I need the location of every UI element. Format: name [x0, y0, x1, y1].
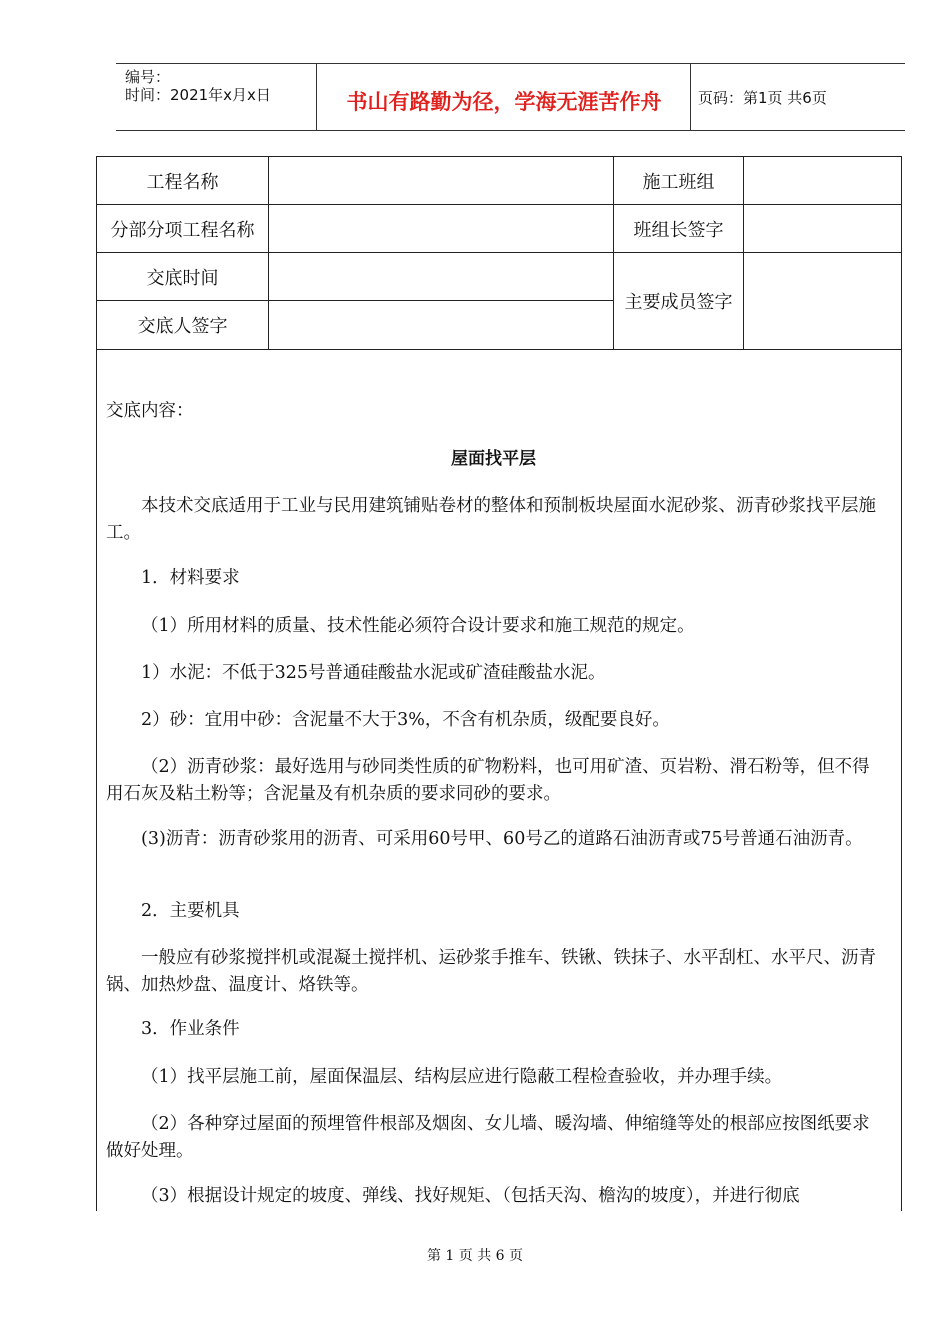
page-footer: 第 1 页 共 6 页: [426, 1248, 524, 1264]
project-name-label: 工程名称: [146, 171, 219, 193]
paragraph: 2）砂：宜用中砂：含泥量不大于3%，不含有机杂质，级配要良好。: [141, 710, 670, 730]
section-heading: 2．主要机具: [141, 901, 240, 921]
paragraph: (3)沥青：沥青砂浆用的沥青、可采用60号甲、60号乙的道路石油沥青或75号普通石油沥青。: [141, 829, 863, 849]
handover-time-label: 交底时间: [146, 267, 219, 289]
paragraph: 一般应有砂浆搅拌机或混凝土搅拌机、运砂浆手推车、铁锹、铁抹子、水平刮杠、水平尺、沥青锅、加热炒盘、温度计、烙铁等。: [106, 948, 876, 995]
content-title: 屋面找平层: [451, 449, 536, 469]
team-leader-sign-label: 班组长签字: [633, 219, 724, 241]
main-member-sign-label: 主要成员签字: [624, 292, 733, 313]
doc-time-label: 时间：2021年x月x日: [125, 86, 271, 104]
paragraph: 1）水泥：不低于325号普通硅酸盐水泥或矿渣硅酸盐水泥。: [141, 663, 606, 683]
content-intro-label: 交底内容：: [106, 401, 194, 421]
paragraph: （3）根据设计规定的坡度、弹线、找好规矩、（包括天沟、檐沟的坡度），并进行彻底: [141, 1186, 800, 1206]
section-heading: 1．材料要求: [141, 568, 240, 588]
paragraph: （1）所用材料的质量、技术性能必须符合设计要求和施工规范的规定。: [141, 616, 695, 636]
page-info: 页码：第1页 共6页: [698, 89, 827, 107]
construction-team-label: 施工班组: [642, 171, 715, 193]
handover-content: [106, 0, 881, 1210]
header-motto: 书山有路勤为径，学海无涯苦作舟: [346, 90, 662, 114]
section-heading: 3．作业条件: [141, 1019, 240, 1039]
paragraph: 本技术交底适用于工业与民用建筑铺贴卷材的整体和预制板块屋面水泥砂浆、沥青砂浆找平层施工。: [106, 496, 876, 543]
paragraph: （2）沥青砂浆：最好选用与砂同类性质的矿物粉料，也可用矿渣、页岩粉、滑石粉等，但不得用石灰及粘土粉等；含泥量及有机杂质的要求同砂的要求。: [106, 757, 870, 804]
sub-project-label: 分部分项工程名称: [110, 219, 255, 241]
handover-person-sign-label: 交底人签字: [137, 316, 228, 337]
paragraph: （2）各种穿过屋面的预埋管件根部及烟囱、女儿墙、暖沟墙、伸缩缝等处的根部应按图纸要求做好处理。: [106, 1114, 870, 1161]
doc-number-label: 编号：: [125, 68, 171, 86]
paragraph: （1）找平层施工前，屋面保温层、结构层应进行隐蔽工程检查验收，并办理手续。: [141, 1067, 783, 1087]
